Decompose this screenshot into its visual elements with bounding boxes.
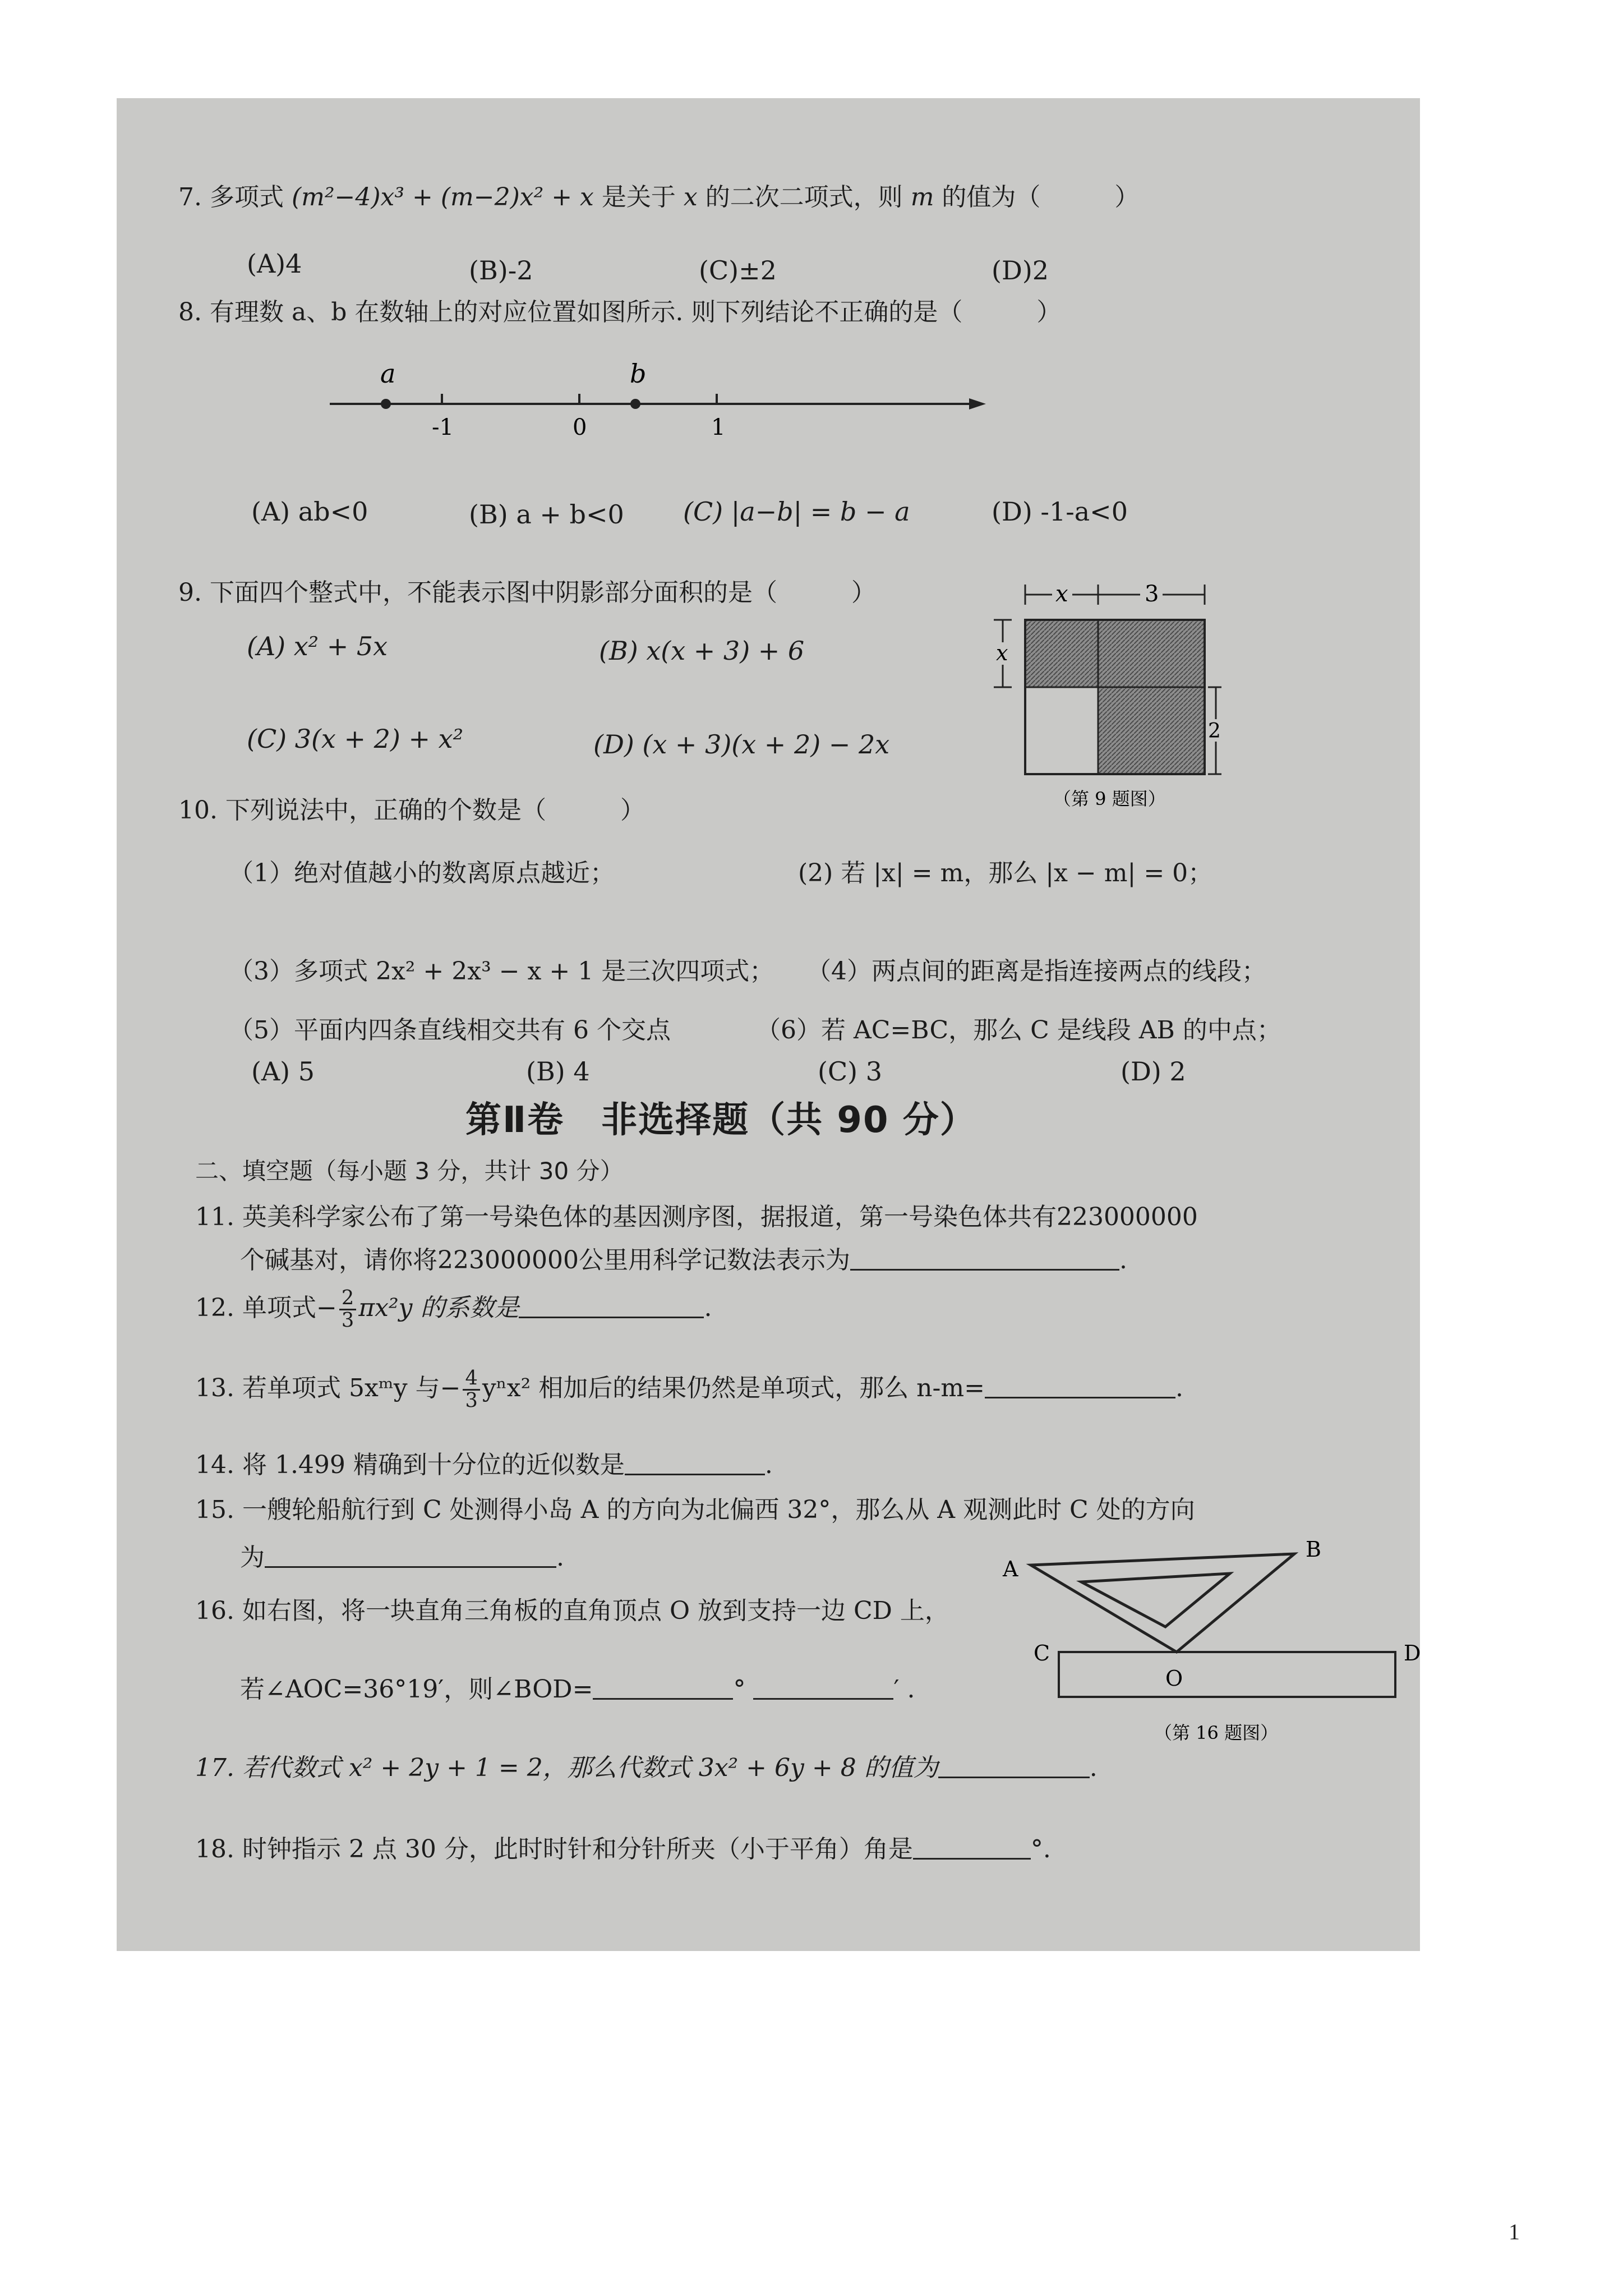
q7-option-c: (C)±2: [699, 255, 777, 286]
question-text: 是关于: [601, 183, 676, 211]
scanned-exam-page: [117, 98, 1420, 1951]
answer-blank: [519, 1292, 704, 1318]
question-number: 9.: [178, 578, 202, 607]
q9-option-d: (D) (x + 3)(x + 2) − 2x: [593, 729, 890, 760]
answer-blank-degrees: [593, 1673, 733, 1700]
denominator: 3: [465, 1389, 478, 1412]
q8-option-a: (A) ab<0: [251, 496, 368, 527]
q8-option-b: (B) a + b<0: [469, 499, 624, 530]
point-a: [381, 399, 391, 409]
punctuation: .: [764, 1451, 773, 1479]
q16-figure: [1003, 1534, 1421, 1781]
question-15-line-2: [240, 1537, 564, 1573]
question-number: 8.: [178, 298, 202, 326]
question-15: 15. 一艘轮船航行到 C 处测得小岛 A 的方向为北偏西 32°，那么从 A 观测此时 C 处的方向: [195, 1496, 1195, 1524]
question-12: 12. 单项式− $\frac{2}{3}$ πx²y 的系数是 .: [195, 1286, 712, 1332]
question-10: [178, 790, 645, 826]
label-a: a: [380, 358, 396, 389]
punctuation: .: [907, 1675, 915, 1704]
question-text: 下面四个整式中，不能表示图中阴影部分面积的是（ ）: [209, 578, 876, 607]
label-O: O: [1165, 1666, 1183, 1691]
punctuation: °.: [1030, 1835, 1051, 1864]
question-text: 有理数 a、b 在数轴上的对应位置如图所示. 则下列结论不正确的是（ ）: [209, 298, 1062, 326]
top-label-x: x: [1055, 581, 1068, 607]
question-text: 下列说法中，正确的个数是（ ）: [225, 796, 645, 825]
q9-option-b: (B) x(x + 3) + 6: [599, 636, 805, 666]
q9-figure: [986, 572, 1221, 819]
fill-in-section-heading: 二、填空题（每小题 3 分，共计 30 分）: [195, 1157, 624, 1185]
question-7: [178, 177, 1139, 213]
question-text: 多项式: [209, 183, 284, 211]
part-2-title: 第Ⅱ卷 非选择题（共 90 分）: [465, 1099, 977, 1141]
shaded-top-right: [1098, 620, 1205, 687]
right-label-2: 2: [1208, 720, 1221, 743]
answer-blank: [625, 1449, 765, 1475]
question-14: [195, 1444, 773, 1480]
q10-statement-2: (2) 若 |x| = m，那么 |x − m| = 0；: [798, 859, 1213, 887]
question-number: 10.: [178, 796, 218, 825]
q10-statement-6: （6）若 AC=BC，那么 C 是线段 AB 的中点；: [756, 1016, 1281, 1045]
minute-symbol: ′: [893, 1675, 900, 1704]
q10-statement-4: （4）两点间的距离是指连接两点的线段；: [806, 957, 1266, 986]
q7-option-d: (D)2: [992, 255, 1049, 286]
q10-statement-5: （5）平面内四条直线相交共有 6 个交点: [229, 1016, 671, 1045]
question-18: [195, 1829, 1051, 1865]
question-text: 若∠AOC=36°19′，则∠BOD=: [240, 1675, 593, 1704]
fraction: [463, 1368, 479, 1411]
question-text: 14. 将 1.499 精确到十分位的近似数是: [195, 1451, 625, 1479]
question-16: 16. 如右图，将一块直角三角板的直角顶点 O 放到支持一边 CD 上，: [195, 1596, 949, 1625]
question-9: [178, 572, 876, 608]
q8-option-d: (D) -1-a<0: [992, 496, 1128, 527]
question-text: 12. 单项式: [195, 1294, 316, 1322]
support-bar: [1059, 1652, 1395, 1697]
tick-label-0: 0: [573, 415, 587, 440]
number-line-figure: [324, 359, 997, 454]
question-text: 17. 若代数式 x² + 2y + 1 = 2，那么代数式 3x² + 6y + 8 的值为: [195, 1754, 938, 1782]
degree-symbol: °: [733, 1675, 746, 1704]
numerator: 4: [463, 1368, 479, 1391]
label-C: C: [1034, 1641, 1050, 1665]
fraction: [339, 1288, 356, 1331]
top-label-3: 3: [1145, 581, 1159, 607]
label-B: B: [1306, 1537, 1321, 1562]
question-number: 7.: [178, 183, 202, 211]
q10-statement-3: （3）多项式 2x² + 2x³ − x + 1 是三次四项式；: [229, 957, 774, 986]
question-text: 的二次二项式，则: [705, 183, 903, 211]
triangle-ruler-outer: [1031, 1554, 1294, 1652]
q9-option-a: (A) x² + 5x: [247, 631, 388, 661]
question-text: yⁿx² 相加后的结果仍然是单项式，那么 n-m=: [482, 1374, 985, 1402]
left-label-x: x: [996, 641, 1008, 665]
tick-label-minus-1: -1: [432, 415, 454, 440]
question-text: 18. 时钟指示 2 点 30 分，此时时针和分针所夹（小于平角）角是: [195, 1835, 913, 1864]
question-text: 为: [240, 1543, 265, 1572]
question-text: 个碱基对，请你将223000000公里用科学记数法表示为: [240, 1246, 850, 1274]
punctuation: .: [1119, 1246, 1127, 1274]
q16-figure-caption: （第 16 题图）: [1154, 1722, 1279, 1743]
q7-option-b: (B)-2: [469, 255, 533, 286]
punctuation: .: [704, 1294, 712, 1322]
question-text: 的值为（ ）: [942, 183, 1140, 211]
answer-blank-minutes: [753, 1673, 893, 1700]
point-b: [630, 399, 640, 409]
triangle-ruler-inner: [1081, 1573, 1230, 1627]
q9-figure-caption: （第 9 题图）: [1053, 788, 1166, 809]
punctuation: .: [556, 1543, 564, 1572]
page-number: 1: [1509, 2219, 1520, 2244]
answer-blank: [985, 1372, 1175, 1398]
punctuation: .: [1089, 1754, 1098, 1782]
question-11-line-2: [240, 1240, 1127, 1276]
q9-option-c: (C) 3(x + 2) + x²: [247, 724, 464, 754]
shaded-bottom-right: [1098, 687, 1205, 774]
punctuation: .: [1175, 1374, 1183, 1402]
math-expression: (m²−4)x³ + (m−2)x² + x: [291, 183, 594, 211]
tick-label-1: 1: [711, 415, 726, 440]
q10-option-a: (A) 5: [251, 1056, 315, 1087]
q10-option-d: (D) 2: [1121, 1056, 1186, 1087]
label-A: A: [1003, 1557, 1018, 1581]
answer-blank: [265, 1542, 556, 1568]
numerator: 2: [339, 1288, 356, 1310]
q10-option-c: (C) 3: [818, 1056, 882, 1087]
question-17: [195, 1747, 1098, 1783]
answer-blank: [938, 1752, 1090, 1778]
q7-option-a: (A)4: [247, 249, 302, 279]
label-b: b: [630, 358, 647, 389]
label-D: D: [1404, 1641, 1421, 1665]
question-text: 13. 若单项式 5xᵐy 与: [195, 1374, 440, 1402]
question-13: 13. 若单项式 5xᵐy 与− $\frac{4}{3}$ yⁿx² 相加后的结果仍然是单项式，那么 n-m= .: [195, 1366, 1183, 1412]
q10-option-b: (B) 4: [526, 1056, 590, 1087]
q10-statement-1: （1）绝对值越小的数离原点越近；: [229, 859, 615, 887]
axis-arrow: [969, 398, 986, 409]
question-11: 11. 英美科学家公布了第一号染色体的基因测序图，据报道，第一号染色体共有223000000: [195, 1203, 1198, 1231]
question-16-line-2: [240, 1669, 915, 1705]
answer-blank: [913, 1833, 1031, 1860]
math-variable: x: [683, 183, 698, 211]
denominator: 3: [341, 1309, 354, 1332]
q8-option-c: (C) |a−b| = b − a: [683, 496, 910, 527]
shaded-top-left: [1025, 620, 1098, 687]
answer-blank: [850, 1244, 1119, 1271]
math-variable: m: [910, 183, 934, 211]
question-text: πx²y 的系数是: [358, 1294, 519, 1322]
question-8: [178, 292, 1061, 328]
